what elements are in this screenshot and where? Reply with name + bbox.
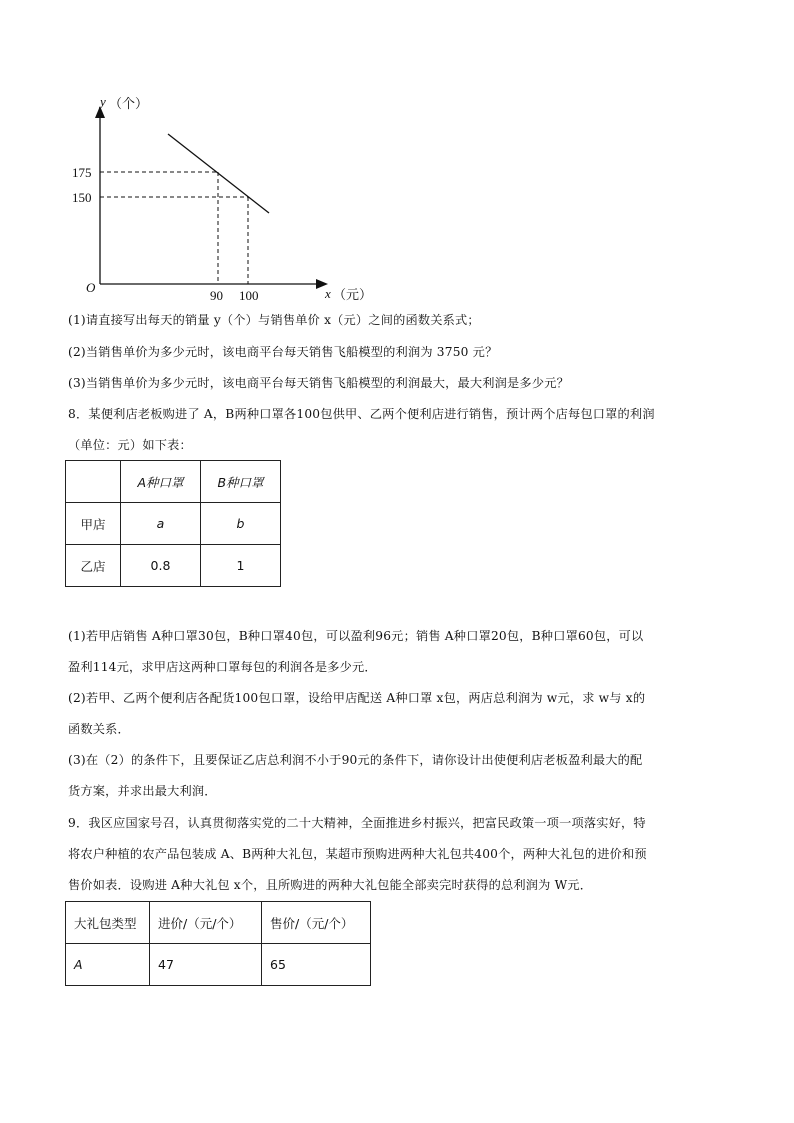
table-cell: 0.8	[121, 545, 201, 587]
sales-volume-graph	[60, 86, 380, 306]
origin-label: O	[86, 280, 96, 295]
table-cell: 甲店	[66, 503, 121, 545]
table-cell: 1	[201, 545, 281, 587]
table-header-cell: A种口罩	[121, 461, 201, 503]
q8-part1-line1: (1)若甲店销售 A种口罩30包，B种口罩40包，可以盈利96元；销售 A种口罩20包，B种口罩60包，可以	[68, 629, 644, 643]
table-row	[66, 503, 281, 545]
q8-profit-table	[65, 460, 281, 587]
table-cell: b	[201, 503, 281, 545]
table-row	[66, 545, 281, 587]
q7-part3: (3)当销售单价为多少元时，该电商平台每天销售飞船模型的利润最大，最大利润是多少元？	[68, 376, 569, 390]
table-cell: a	[121, 503, 201, 545]
table-cell	[66, 461, 121, 503]
table-header-row	[66, 902, 371, 944]
x-tick-90: 90	[210, 288, 223, 303]
q9-gift-pack-table	[65, 901, 371, 986]
table-cell: 65	[262, 944, 371, 986]
table-header-cell: 售价/（元/个）	[262, 902, 371, 944]
q8-part3-line1: (3)在（2）的条件下，且要保证乙店总利润不小于90元的条件下，请你设计出使便利店老板盈利最大的配	[68, 753, 643, 767]
q9-stem-line1: 9．我区应国家号召，认真贯彻落实党的二十大精神，全面推进乡村振兴，把富民政策一项一项落实好，特	[68, 816, 646, 830]
table-header-cell: 大礼包类型	[66, 902, 150, 944]
x-tick-100: 100	[239, 288, 259, 303]
q9-stem-line2: 将农户种植的农产品包装成 A、B两种大礼包，某超市预购进两种大礼包共400个，两种大礼包的进价和预	[68, 847, 647, 861]
q8-stem-line1: 8．某便利店老板购进了 A，B两种口罩各100包供甲、乙两个便利店进行销售，预计两个店每包口罩的利润	[68, 407, 655, 421]
table-header-row	[66, 461, 281, 503]
y-axis-unit: （个）	[109, 96, 149, 111]
table-cell: A	[66, 944, 150, 986]
q7-part2: (2)当销售单价为多少元时，该电商平台每天销售飞船模型的利润为 3750 元？	[68, 345, 498, 359]
q8-stem-line2: （单位：元）如下表：	[68, 438, 192, 452]
x-axis-unit: （元）	[333, 287, 373, 302]
y-axis-label: y	[100, 94, 106, 109]
table-header-cell: B种口罩	[201, 461, 281, 503]
y-tick-150: 150	[72, 190, 92, 205]
q8-part1-line2: 盈利114元，求甲店这两种口罩每包的利润各是多少元．	[68, 660, 377, 674]
table-header-cell: 进价/（元/个）	[150, 902, 262, 944]
x-axis-label: x	[325, 286, 331, 301]
q8-part2-line2: 函数关系．	[68, 722, 130, 736]
q8-part3-line2: 货方案，并求出最大利润．	[68, 784, 217, 798]
q9-stem-line3: 售价如表．设购进 A种大礼包 x个，且所购进的两种大礼包能全部卖完时获得的总利润为 W元．	[68, 878, 593, 892]
q7-part1: (1)请直接写出每天的销量 y（个）与销售单价 x（元）之间的函数关系式；	[68, 313, 480, 327]
table-cell: 乙店	[66, 545, 121, 587]
table-row	[66, 944, 371, 986]
q8-part2-line1: (2)若甲、乙两个便利店各配货100包口罩，设给甲店配送 A种口罩 x包，两店总利润为 w元，求 w与 x的	[68, 691, 646, 705]
table-cell: 47	[150, 944, 262, 986]
y-tick-175: 175	[72, 165, 92, 180]
